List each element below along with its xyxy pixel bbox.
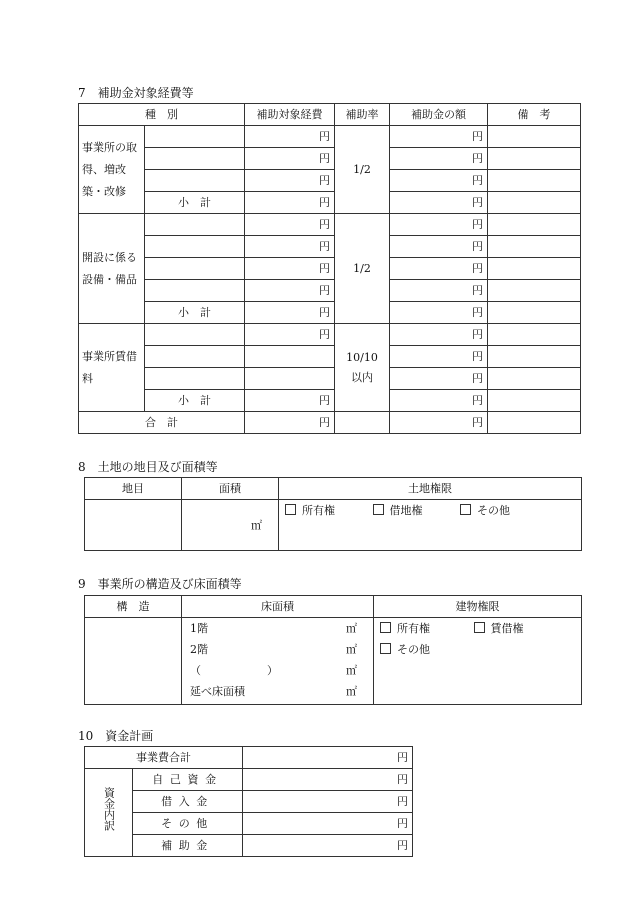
remarks-cell[interactable] (488, 368, 581, 390)
subsidy-amount-cell[interactable]: 円 (390, 214, 488, 236)
header-building-rights: 建物権限 (374, 596, 582, 618)
floor-label: （ ） (190, 664, 278, 677)
remarks-cell[interactable] (488, 236, 581, 258)
option-label: 所有権 (302, 504, 335, 517)
section9-table (84, 595, 582, 705)
item-cell[interactable] (145, 148, 245, 170)
floor-label: 2階 (190, 643, 208, 656)
rate-equipment: 1/2 (335, 214, 390, 324)
item-cell[interactable] (145, 368, 245, 390)
floor-label: 1階 (190, 622, 208, 635)
section8-table (84, 477, 582, 551)
funding-amount-subsidy[interactable]: 円 (243, 835, 413, 857)
header-land-category: 地目 (85, 478, 182, 500)
remarks-cell[interactable] (488, 126, 581, 148)
checkbox-icon (460, 504, 471, 515)
subsidy-amount-cell[interactable]: 円 (390, 258, 488, 280)
checkbox-icon (380, 643, 391, 654)
remarks-cell[interactable] (488, 258, 581, 280)
subtotal-label: 小 計 (145, 302, 245, 324)
rate-acquisition: 1/2 (335, 126, 390, 214)
remarks-cell[interactable] (488, 346, 581, 368)
subsidy-amount-cell[interactable]: 円 (390, 280, 488, 302)
section10-title: 10 資金計画 (78, 729, 154, 743)
header-land-rights: 土地権限 (279, 478, 582, 500)
eligible-cost-cell[interactable]: 円 (245, 148, 335, 170)
option-label: 所有権 (397, 622, 430, 635)
header-rate: 補助率 (335, 104, 390, 126)
item-cell[interactable] (145, 214, 245, 236)
floor-unit: ㎡ (346, 685, 357, 698)
total-subsidy-amount[interactable]: 円 (390, 412, 488, 434)
option-label: 賃借権 (490, 622, 524, 635)
section7-title: 7 補助金対象経費等 (78, 86, 194, 100)
remarks-cell[interactable] (488, 280, 581, 302)
subtotal-label: 小 計 (145, 390, 245, 412)
item-cell[interactable] (145, 170, 245, 192)
building-option-leasehold[interactable] (474, 618, 524, 639)
project-total-label: 事業費合計 (85, 747, 243, 769)
section7-table (78, 103, 581, 434)
floor-unit: ㎡ (346, 664, 357, 677)
eligible-cost-cell[interactable]: 円 (245, 280, 335, 302)
header-eligible-cost: 補助対象経費 (245, 104, 335, 126)
remarks-cell[interactable] (488, 148, 581, 170)
funding-amount-own[interactable]: 円 (243, 769, 413, 791)
eligible-cost-cell[interactable]: 円 (245, 192, 335, 214)
header-floor-area: 床面積 (182, 596, 374, 618)
item-cell[interactable] (145, 346, 245, 368)
building-rights-cell (374, 618, 582, 705)
land-rights-cell (279, 500, 582, 551)
funding-item-subsidy: 補助金 (133, 835, 243, 857)
subsidy-amount-cell[interactable]: 円 (390, 236, 488, 258)
checkbox-icon (373, 504, 384, 515)
floor-unit: ㎡ (346, 643, 357, 656)
subsidy-amount-cell[interactable]: 円 (390, 192, 488, 214)
eligible-cost-cell[interactable]: 円 (245, 302, 335, 324)
floor-area-cell (182, 618, 374, 705)
funding-amount-other[interactable]: 円 (243, 813, 413, 835)
checkbox-icon (380, 622, 391, 633)
checkbox-icon (474, 622, 485, 633)
item-cell[interactable] (145, 324, 245, 346)
funding-item-own: 自己資金 (133, 769, 243, 791)
subsidy-amount-cell[interactable]: 円 (390, 302, 488, 324)
option-label: その他 (477, 504, 510, 517)
floor-row-1f[interactable] (190, 618, 357, 639)
project-total-amount[interactable]: 円 (243, 747, 413, 769)
building-option-other[interactable] (380, 639, 430, 660)
structure-cell[interactable] (85, 618, 182, 705)
eligible-cost-cell[interactable]: 円 (245, 236, 335, 258)
section9-title: 9 事業所の構造及び床面積等 (78, 577, 242, 591)
funding-item-other: その他 (133, 813, 243, 835)
group-label-equipment: 開設に係る設備・備品 (79, 214, 145, 324)
rate-rent (335, 324, 390, 412)
header-area: 面積 (182, 478, 279, 500)
land-category-cell[interactable] (85, 500, 182, 551)
header-type: 種 別 (79, 104, 245, 126)
subsidy-amount-cell[interactable]: 円 (390, 324, 488, 346)
subsidy-amount-cell[interactable]: 円 (390, 368, 488, 390)
floor-row-total[interactable] (190, 681, 357, 702)
subtotal-label: 小 計 (145, 192, 245, 214)
rate-rent-line2: 以内 (351, 370, 373, 384)
item-cell[interactable] (145, 258, 245, 280)
header-subsidy-amount: 補助金の額 (390, 104, 488, 126)
subsidy-amount-cell[interactable]: 円 (390, 126, 488, 148)
section8-title: 8 土地の地目及び面積等 (78, 460, 218, 474)
remarks-cell[interactable] (488, 390, 581, 412)
rate-rent-line1: 10/10 (346, 350, 378, 364)
eligible-cost-cell[interactable] (245, 346, 335, 368)
eligible-cost-cell[interactable]: 円 (245, 258, 335, 280)
subsidy-amount-cell[interactable]: 円 (390, 148, 488, 170)
remarks-cell[interactable] (488, 214, 581, 236)
total-eligible-cost[interactable]: 円 (245, 412, 335, 434)
header-remarks: 備 考 (488, 104, 581, 126)
subsidy-amount-cell[interactable]: 円 (390, 390, 488, 412)
land-option-ownership[interactable] (285, 500, 335, 521)
building-option-ownership[interactable] (380, 618, 430, 639)
option-label: その他 (397, 643, 430, 656)
subsidy-amount-cell[interactable]: 円 (390, 170, 488, 192)
remarks-cell[interactable] (488, 302, 581, 324)
group-label-acquisition: 事業所の取得、増改築・改修 (79, 126, 145, 214)
floor-unit: ㎡ (346, 622, 357, 635)
eligible-cost-cell[interactable]: 円 (245, 214, 335, 236)
item-cell[interactable] (145, 236, 245, 258)
area-cell[interactable] (182, 500, 279, 551)
total-remarks-cell[interactable] (488, 412, 581, 434)
remarks-cell[interactable] (488, 324, 581, 346)
funding-breakdown-text: 資金内訳 (102, 787, 116, 831)
area-unit: ㎡ (251, 518, 262, 532)
land-option-other[interactable] (460, 500, 510, 521)
funding-breakdown-label (85, 769, 133, 857)
funding-item-loan: 借入金 (133, 791, 243, 813)
funding-amount-loan[interactable]: 円 (243, 791, 413, 813)
eligible-cost-cell[interactable]: 円 (245, 170, 335, 192)
remarks-cell[interactable] (488, 192, 581, 214)
total-label: 合 計 (79, 412, 245, 434)
header-structure: 構 造 (85, 596, 182, 618)
floor-row-other[interactable] (190, 660, 357, 681)
floor-row-2f[interactable] (190, 639, 357, 660)
subsidy-amount-cell[interactable]: 円 (390, 346, 488, 368)
item-cell[interactable] (145, 126, 245, 148)
section10-table (84, 746, 413, 857)
eligible-cost-cell[interactable]: 円 (245, 324, 335, 346)
eligible-cost-cell[interactable]: 円 (245, 390, 335, 412)
floor-label: 延べ床面積 (190, 685, 245, 698)
land-option-leasehold[interactable] (373, 500, 423, 521)
item-cell[interactable] (145, 280, 245, 302)
remarks-cell[interactable] (488, 170, 581, 192)
total-rate-cell (335, 412, 390, 434)
eligible-cost-cell[interactable] (245, 368, 335, 390)
checkbox-icon (285, 504, 296, 515)
option-label: 借地権 (389, 504, 423, 517)
eligible-cost-cell[interactable]: 円 (245, 126, 335, 148)
group-label-rent: 事業所賃借料 (79, 324, 145, 412)
